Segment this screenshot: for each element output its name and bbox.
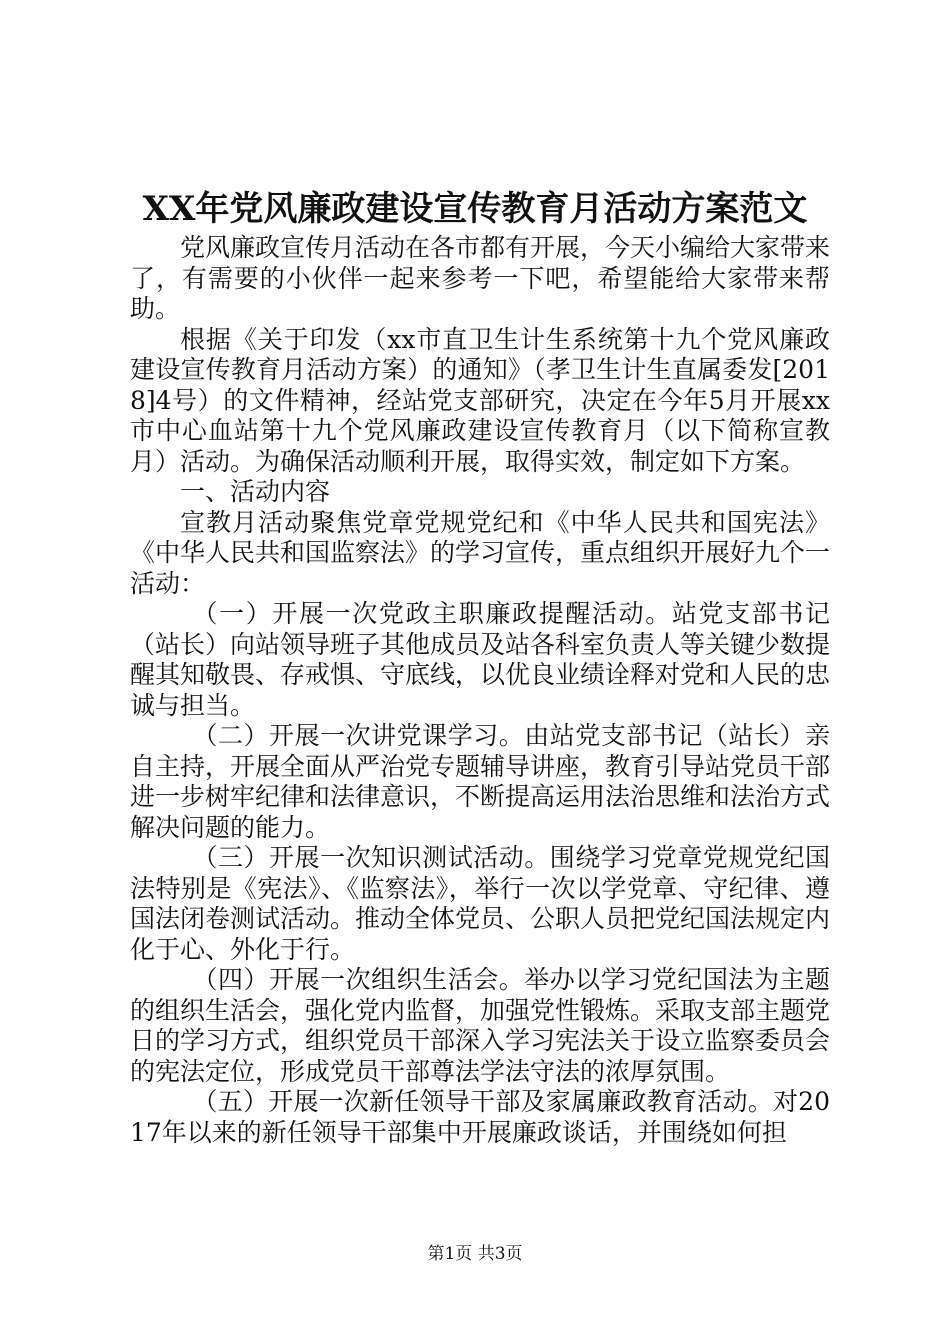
activity-item-5: （五）开展一次新任领导干部及家属廉政教育活动。对2017年以来的新任领导干部集中开展廉政谈话，并围绕如何担 <box>130 1087 830 1147</box>
page-number-footer: 第1页 共3页 <box>427 1244 523 1264</box>
document-title: XX年党风廉政建设宣传教育月活动方案范文 <box>142 189 808 229</box>
activity-item-4: （四）开展一次组织生活会。举办以学习党纪国法为主题的组织生活会，强化党内监督，加强党性锻炼。采取支部主题党日的学习方式，组织党员干部深入学习宪法关于设立监察委员会的宪法定位，形成党员干部尊法学法守法的浓厚氛围。 <box>130 965 831 1086</box>
content-paragraph: 宣教月活动聚焦党章党规党纪和《中华人民共和国宪法》《中华人民共和国监察法》的学习宣传，重点组织开展好九个一活动： <box>130 507 831 598</box>
activity-item-2: （二）开展一次讲党课学习。由站党支部书记（站长）亲自主持，开展全面从严治党专题辅导讲座，教育引导站党员干部进一步树牢纪律和法律意识，不断提高运用法治思维和法治方式解决问题的能力。 <box>130 721 831 842</box>
document-body <box>130 233 830 1148</box>
basis-paragraph: 根据《关于印发（xx市直卫生计生系统第十九个党风廉政建设宣传教育月活动方案）的通知》（孝卫生计生直属委发[2018]4号）的文件精神，经站党支部研究，决定在今年5月开展xx市中心血站第十九个党风廉政建设宣传教育月（以下简称宣教月）活动。为确保活动顺利开展，取得实效，制定如下方案。 <box>130 324 830 476</box>
activity-item-1: （一）开展一次党政主职廉政提醒活动。站党支部书记（站长）向站领导班子其他成员及站各科室负责人等关键少数提醒其知敬畏、存戒惧、守底线，以优良业绩诠释对党和人民的忠诚与担当。 <box>130 599 831 720</box>
activity-item-3: （三）开展一次知识测试活动。围绕学习党章党规党纪国法特别是《宪法》、《监察法》，举行一次以学党章、守纪律、遵国法闭卷测试活动。推动全体党员、公职人员把党纪国法规定内化于心、外化于行。 <box>130 843 831 964</box>
section-heading: 一、活动内容 <box>180 477 331 506</box>
intro-paragraph: 党风廉政宣传月活动在各市都有开展，今天小编给大家带来了，有需要的小伙伴一起来参考一下吧，希望能给大家带来帮助。 <box>130 233 831 323</box>
